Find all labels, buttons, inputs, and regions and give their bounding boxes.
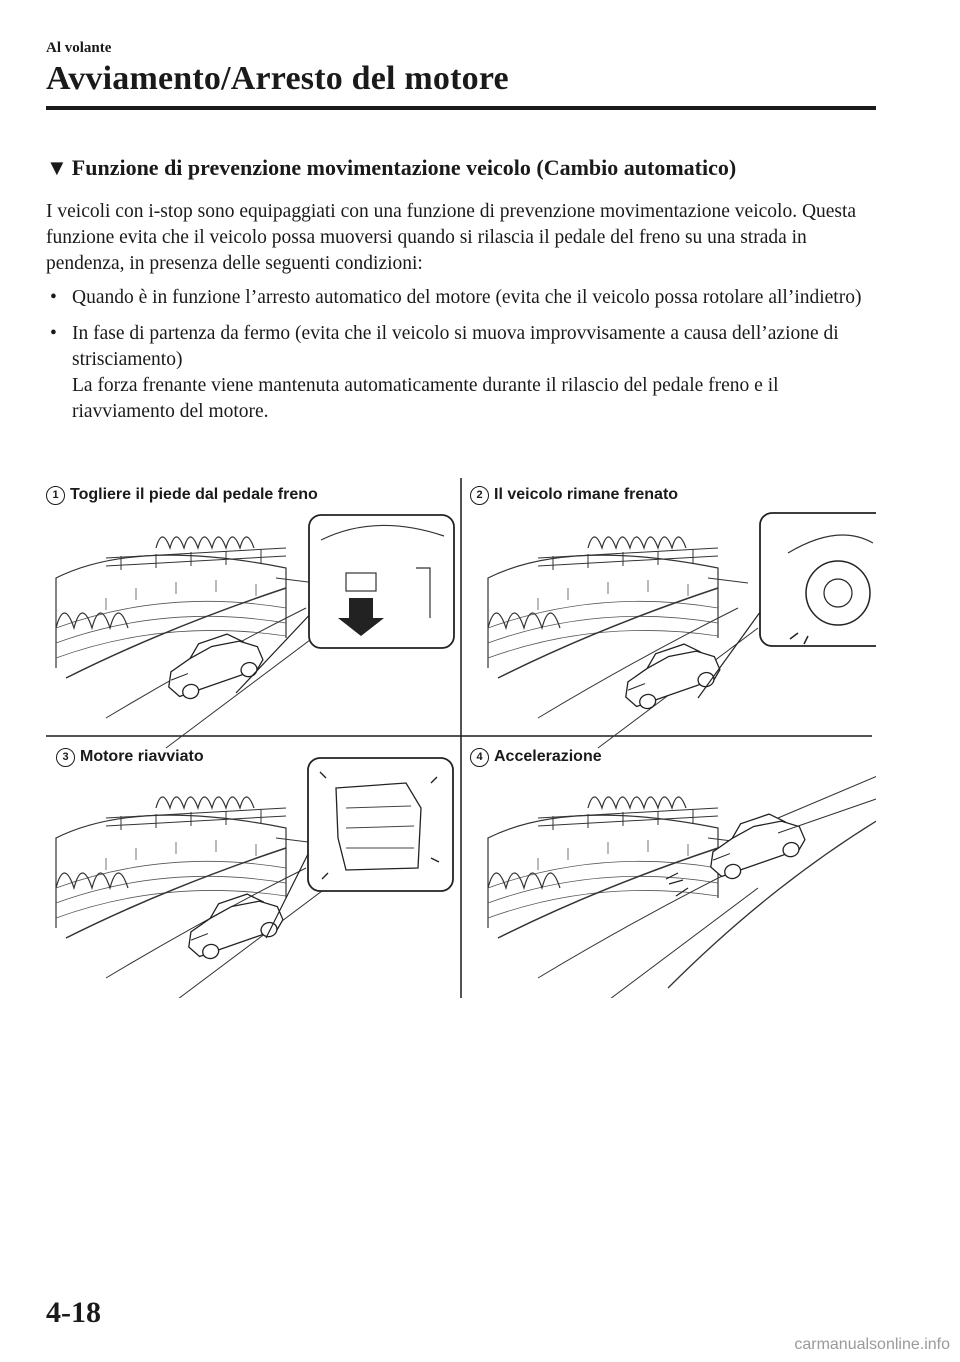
- panel-caption-text: Il veicolo rimane frenato: [494, 486, 679, 503]
- step-number-badge: 4: [470, 748, 489, 767]
- step-number-badge: 2: [470, 486, 489, 505]
- list-item-text: In fase di partenza da fermo (evita che il veicolo si muova improvvisamente a causa dell’azione di strisciamento): [72, 323, 839, 370]
- step-number-badge: 1: [46, 486, 65, 505]
- watermark: carmanualsonline.info: [794, 1336, 950, 1353]
- illustration-drawing: [46, 478, 876, 998]
- panel-caption-4: [470, 748, 602, 767]
- section-label: Al volante: [46, 40, 112, 56]
- list-item-text: Quando è in funzione l’arresto automatico del motore (evita che il veicolo possa rotolare all’indietro): [72, 287, 862, 308]
- panel-caption-text: Togliere il piede dal pedale freno: [70, 486, 318, 503]
- intro-paragraph: I veicoli con i-stop sono equipaggiati con una funzione di prevenzione movimentazione veicolo. Questa funzione evita che il veicolo possa muoversi quando si rilascia il pedale del freno su una strada in pendenza, in presenza delle seguenti condizioni:: [46, 201, 857, 274]
- condition-list: [46, 285, 876, 435]
- title-divider: [46, 106, 876, 110]
- list-item-note: La forza frenante viene mantenuta automaticamente durante il rilascio del pedale freno e il riavviamento del motore.: [72, 375, 779, 422]
- page-title: Avviamento/Arresto del motore: [46, 60, 509, 97]
- panel-caption-text: Accelerazione: [494, 748, 602, 765]
- list-item: [46, 285, 876, 311]
- step-number-badge: 3: [56, 748, 75, 767]
- page-number: 4-18: [46, 1296, 101, 1329]
- section-heading: [46, 155, 886, 181]
- panel-caption-1: [46, 486, 318, 505]
- triangle-down-icon: ▼: [46, 155, 68, 180]
- bullet-icon: •: [50, 323, 57, 344]
- bullet-icon: •: [50, 287, 57, 308]
- panel-caption-2: [470, 486, 678, 505]
- illustration-figure: [46, 478, 876, 998]
- panel-caption-3: [56, 748, 204, 767]
- list-item: [46, 321, 876, 425]
- section-heading-text: Funzione di prevenzione movimentazione veicolo (Cambio automatico): [71, 155, 737, 180]
- panel-caption-text: Motore riavviato: [80, 748, 204, 765]
